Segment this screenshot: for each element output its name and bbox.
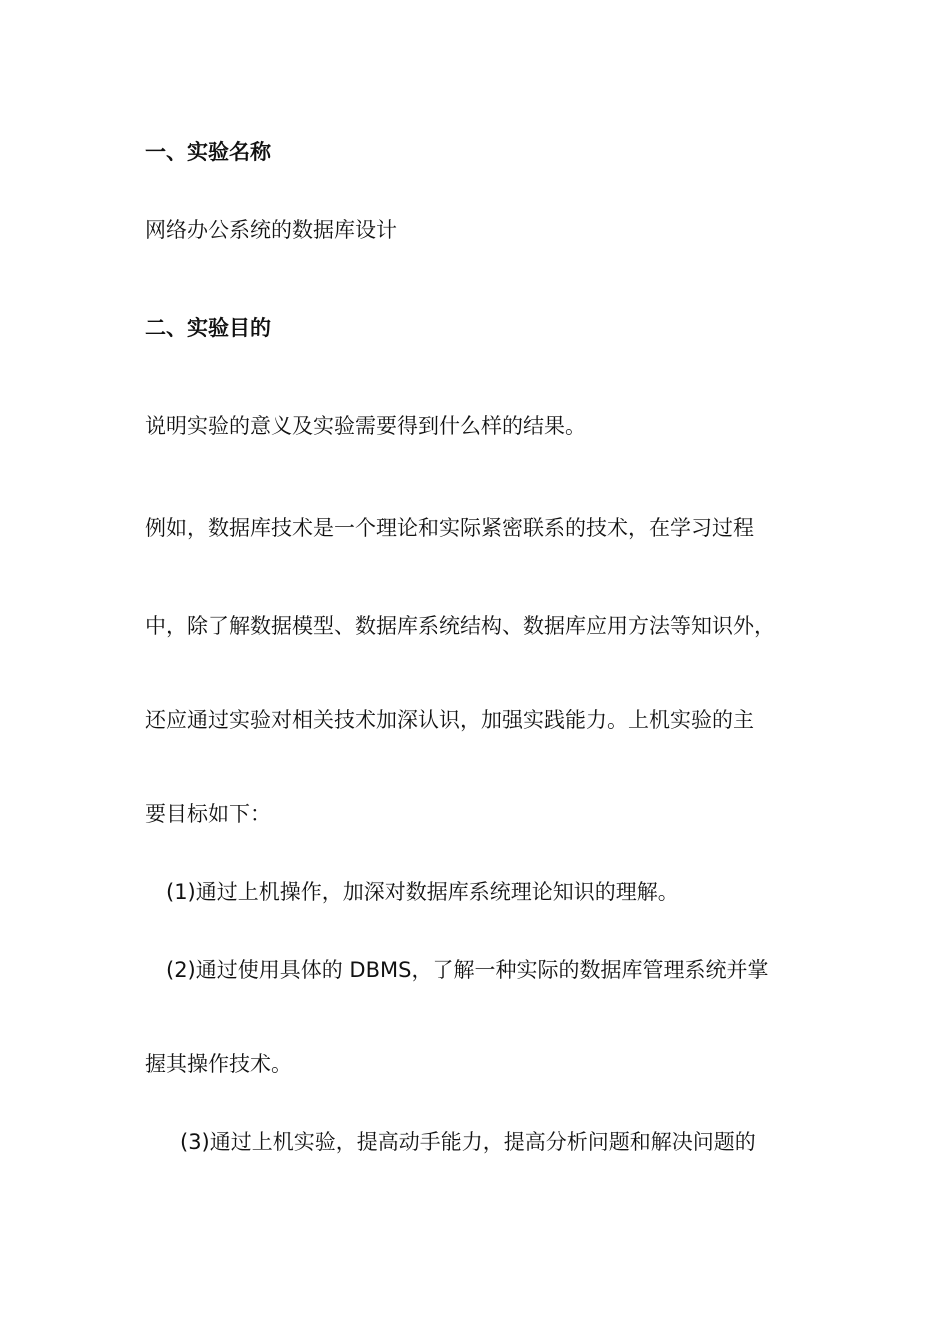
list-item: (1)通过上机操作，加深对数据库系统理论知识的理解。 xyxy=(166,880,679,904)
experiment-name-text: 网络办公系统的数据库设计 xyxy=(145,218,397,242)
list-item-continuation: 握其操作技术。 xyxy=(145,1052,292,1076)
paragraph-line: 要目标如下： xyxy=(145,802,271,826)
paragraph-line: 中，除了解数据模型、数据库系统结构、数据库应用方法等知识外， xyxy=(145,614,775,638)
purpose-intro-text: 说明实验的意义及实验需要得到什么样的结果。 xyxy=(145,414,586,438)
section-heading-experiment-name: 一、实验名称 xyxy=(145,140,271,164)
section-heading-experiment-purpose: 二、实验目的 xyxy=(145,316,271,340)
list-item: (3)通过上机实验，提高动手能力，提高分析问题和解决问题的 xyxy=(180,1130,756,1154)
paragraph-line: 还应通过实验对相关技术加深认识，加强实践能力。上机实验的主 xyxy=(145,708,754,732)
paragraph-line: 例如，数据库技术是一个理论和实际紧密联系的技术，在学习过程 xyxy=(145,516,754,540)
list-item: (2)通过使用具体的 DBMS，了解一种实际的数据库管理系统并掌 xyxy=(166,958,769,982)
